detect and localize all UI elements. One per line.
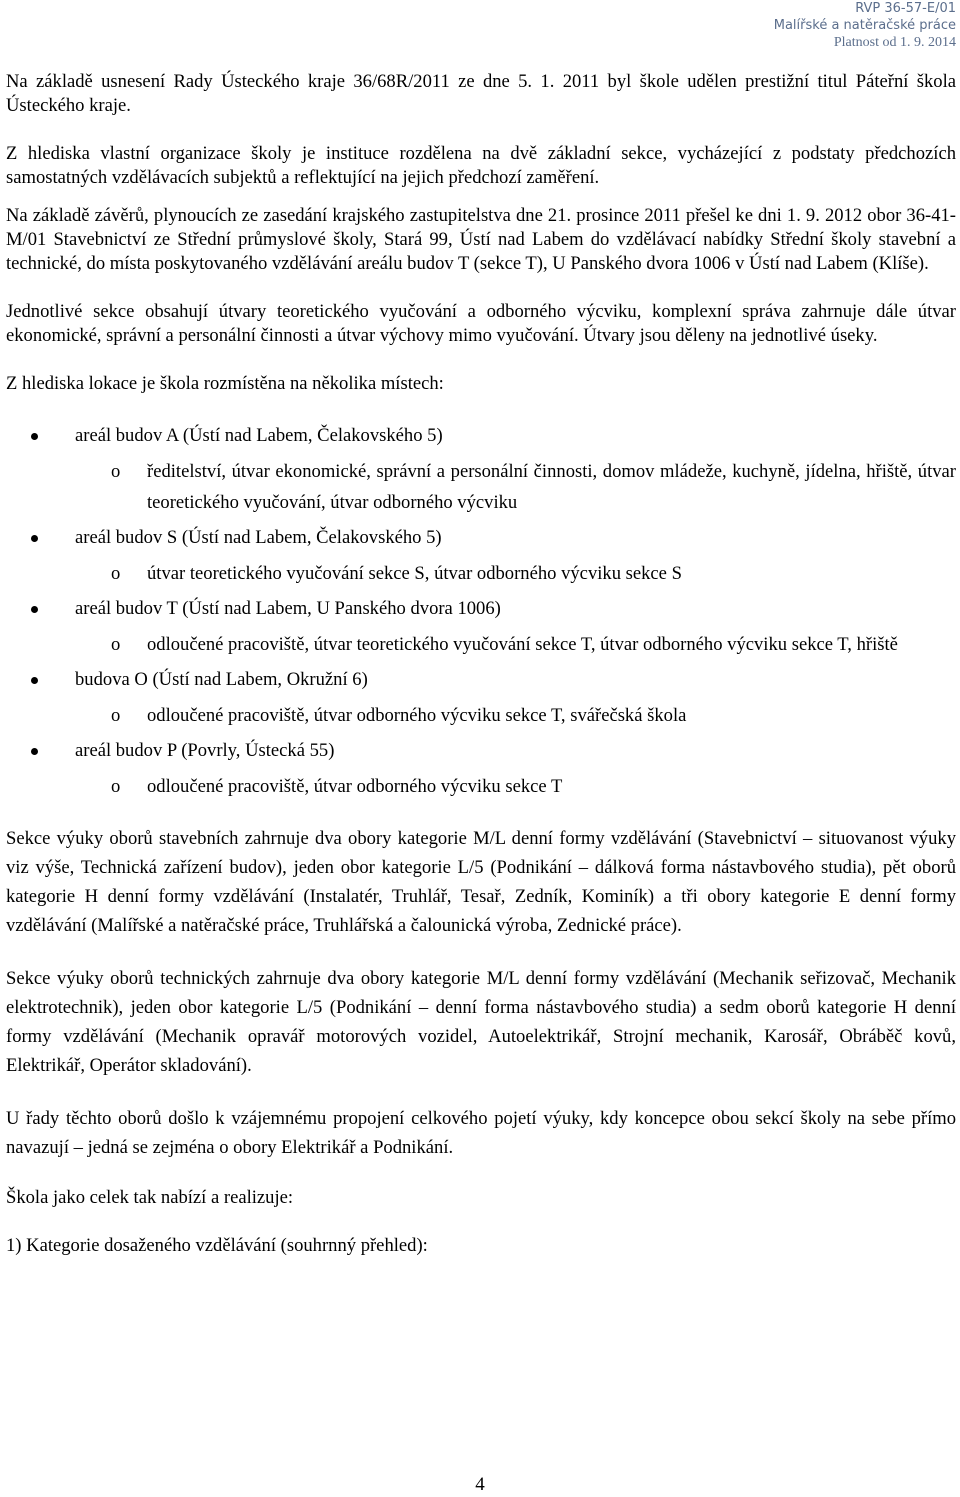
location-detail: ředitelství, útvar ekonomické, správní a personální činnosti, domov mládeže, kuchyně, jídelna, hřiště, útvar teoretického vyučování, útvar odborného výcviku	[147, 461, 956, 513]
list-item	[6, 629, 956, 660]
paragraph-sections: Jednotlivé sekce obsahují útvary teoretického vyučování a odborného výcviku, komplexní správa zahrnuje dále útvar ekonomické, správní a personální činnosti a útvar výchovy mimo vyučování. Útvary jsou děleny na jednotlivé úseky.	[6, 301, 956, 346]
paragraph-technical-section: Sekce výuky oborů technických zahrnuje dva obory kategorie M/L denní formy vzdělávání (Mechanik seřizovač, Mechanik elektrotechnik), jeden obor kategorie L/5 (Podnikání – denní forma nástavbového studia) a sedm oborů kategorie H denní formy vzdělávání (Mechanik opravář motorových vozidel, Autoelektrikář, Strojní mechanik, Karosář, Obráběč kovů, Elektrikář, Operátor skladování).	[6, 968, 956, 1076]
location-detail: odloučené pracoviště, útvar odborného výcviku sekce T, svářečská škola	[147, 705, 687, 726]
sub-bullet: o	[111, 563, 121, 584]
paragraph-transfer: Na základě závěrů, plynoucích ze zasedání krajského zastupitelstva dne 21. prosince 2011 přešel ke dni 1. 9. 2012 obor 36-41-M/01 Stavebnictví ze Střední průmyslové školy, Stará 99, Ústí nad Labem do vzdělávací nabídky Střední školy stavební a technické, do místa poskytovaného vzdělávání areálu budov T (sekce T), U Panského dvora 1006 v Ústí nad Labem (Klíše).	[6, 205, 956, 274]
sub-bullet: o	[111, 634, 121, 655]
sub-bullet: o	[111, 461, 121, 482]
paragraph-construction-section: Sekce výuky oborů stavebních zahrnuje dva obory kategorie M/L denní formy vzdělávání (Stavebnictví – situovanost výuky viz výše, Technická zařízení budov), jeden obor kategorie L/5 (Podnikání – dálková forma nástavbového studia), pět oborů kategorie H denní formy vzdělávání (Instalatér, Truhlář, Tesař, Zedník, Kominík) a tři obory kategorie E denní formy vzdělávání (Malířské a natěračské práce, Truhlářská a čalounická výroba, Zednické práce).	[6, 828, 956, 936]
page-number: 4	[475, 1474, 485, 1495]
document-code: RVP 36-57-E/01	[855, 1, 956, 16]
list-item	[6, 668, 956, 731]
sub-bullet: o	[111, 705, 121, 726]
list-item	[6, 739, 956, 802]
location-detail: útvar teoretického vyučování sekce S, útvar odborného výcviku sekce S	[147, 563, 682, 584]
location-detail: odloučené pracoviště, útvar teoretického vyučování sekce T, útvar odborného výcviku sekce T, hřiště	[147, 634, 898, 655]
paragraph-title-award: Na základě usnesení Rady Ústeckého kraje 36/68R/2011 ze dne 5. 1. 2011 byl škole udělen prestižní titul Páteřní škola Ústeckého kraje.	[6, 71, 956, 116]
document-body	[6, 70, 956, 1258]
list-item	[6, 597, 956, 660]
page-header	[774, 0, 956, 51]
location-label: areál budov S (Ústí nad Labem, Čelakovského 5)	[75, 527, 442, 548]
paragraph-offer-intro: Škola jako celek tak nabízí a realizuje:	[6, 1187, 294, 1208]
location-detail: odloučené pracoviště, útvar odborného výcviku sekce T	[147, 776, 563, 797]
paragraph-integration: U řady těchto oborů došlo k vzájemnému propojení celkového pojetí výuky, kdy koncepce obou sekcí školy na sebe přímo navazují – jedná se zejména o obory Elektrikář a Podnikání.	[6, 1108, 956, 1158]
location-label: budova O (Ústí nad Labem, Okružní 6)	[75, 669, 368, 690]
list-item	[6, 771, 956, 802]
document-title: Malířské a natěračské práce	[773, 18, 956, 33]
locations-list	[6, 424, 956, 802]
list-item	[6, 700, 956, 731]
sub-bullet: o	[111, 776, 121, 797]
paragraph-organization: Z hlediska vlastní organizace školy je instituce rozdělena na dvě základní sekce, vycházející z podstaty předchozích samostatných vzdělávacích subjektů a reflektující na jejich předchozí zaměření.	[6, 143, 956, 188]
paragraph-category-heading: 1) Kategorie dosaženého vzdělávání (souhrnný přehled):	[6, 1235, 428, 1256]
list-item	[6, 526, 956, 589]
list-item	[6, 558, 956, 589]
list-item	[6, 424, 956, 518]
location-label: areál budov T (Ústí nad Labem, U Panského dvora 1006)	[75, 598, 501, 619]
location-label: areál budov P (Povrly, Ústecká 55)	[75, 740, 335, 761]
list-item	[6, 456, 956, 518]
paragraph-locations-intro: Z hlediska lokace je škola rozmístěna na několika místech:	[6, 373, 444, 394]
validity-date: Platnost od 1. 9. 2014	[833, 35, 956, 50]
location-label: areál budov A (Ústí nad Labem, Čelakovského 5)	[75, 425, 443, 446]
